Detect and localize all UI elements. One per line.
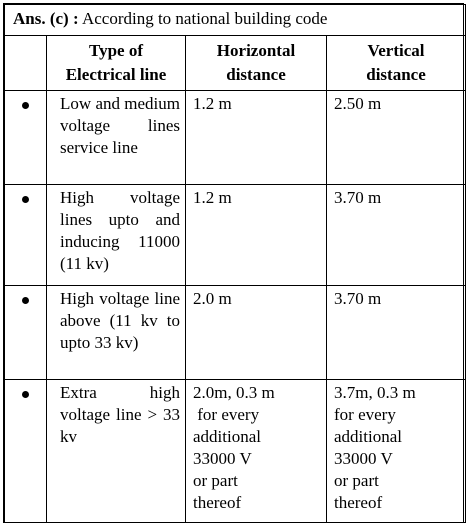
vertical-value: 33000 V [334,449,393,468]
bullet-icon [22,297,29,304]
type-text: High voltage line above (11 kv to upto 33 kv) [60,289,180,352]
type-text: Extra high voltage line > 33 kv [60,383,180,446]
vertical-value: for every [334,405,396,424]
type-header-line2: Electrical line [65,65,167,84]
vertical-cell [327,91,466,185]
horizontal-header-line1: Horizontal [216,41,296,60]
horizontal-value: additional [193,427,261,446]
vertical-value: additional [334,427,402,446]
type-text: Low and medium voltage lines service line [60,94,180,157]
table-row [5,380,466,523]
table-row [5,91,466,185]
bullet-cell [5,91,47,185]
horizontal-cell [186,286,327,380]
vertical-cell [327,185,466,286]
horizontal-value: for every [193,405,260,424]
horizontal-header-line2: distance [226,65,286,84]
type-cell [47,185,186,286]
horizontal-value: 2.0 m [193,289,232,308]
table-row [5,286,466,380]
horizontal-value: 33000 V [193,449,252,468]
bullet-cell [5,286,47,380]
vertical-cell [327,286,466,380]
horizontal-cell [186,380,327,523]
type-cell [47,91,186,185]
type-header [47,36,186,91]
vertical-cell [327,380,466,523]
vertical-header [327,36,466,91]
answer-table-container [3,3,464,523]
vertical-value: 3.7m, 0.3 m [334,383,416,402]
bullet-icon [22,391,29,398]
table-row [5,185,466,286]
answer-row [5,5,466,36]
vertical-header-line1: Vertical [367,41,425,60]
horizontal-cell [186,185,327,286]
type-cell [47,380,186,523]
vertical-header-line2: distance [366,65,426,84]
type-text: High voltage lines upto and inducing 11000 (11 kv) [60,188,180,273]
horizontal-cell [186,91,327,185]
horizontal-value: 1.2 m [193,94,232,113]
answer-prefix: Ans. (c) : [13,9,79,28]
horizontal-value: or part [193,471,238,490]
vertical-value: thereof [334,493,383,512]
vertical-value: 3.70 m [334,188,382,207]
vertical-value: or part [334,471,379,490]
bullet-cell [5,380,47,523]
horizontal-value: 1.2 m [193,188,232,207]
header-row [5,36,466,91]
distance-table [4,4,466,523]
bullet-icon [22,196,29,203]
bullet-cell [5,185,47,286]
bullet-icon [22,102,29,109]
horizontal-value: thereof [193,493,242,512]
answer-text: According to national building code [78,9,328,28]
horizontal-value: 2.0m, 0.3 m [193,383,275,402]
vertical-value: 3.70 m [334,289,382,308]
horizontal-header [186,36,327,91]
bullet-header [5,36,47,91]
type-cell [47,286,186,380]
type-header-line1: Type of [89,41,143,60]
vertical-value: 2.50 m [334,94,382,113]
answer-heading [5,5,466,36]
